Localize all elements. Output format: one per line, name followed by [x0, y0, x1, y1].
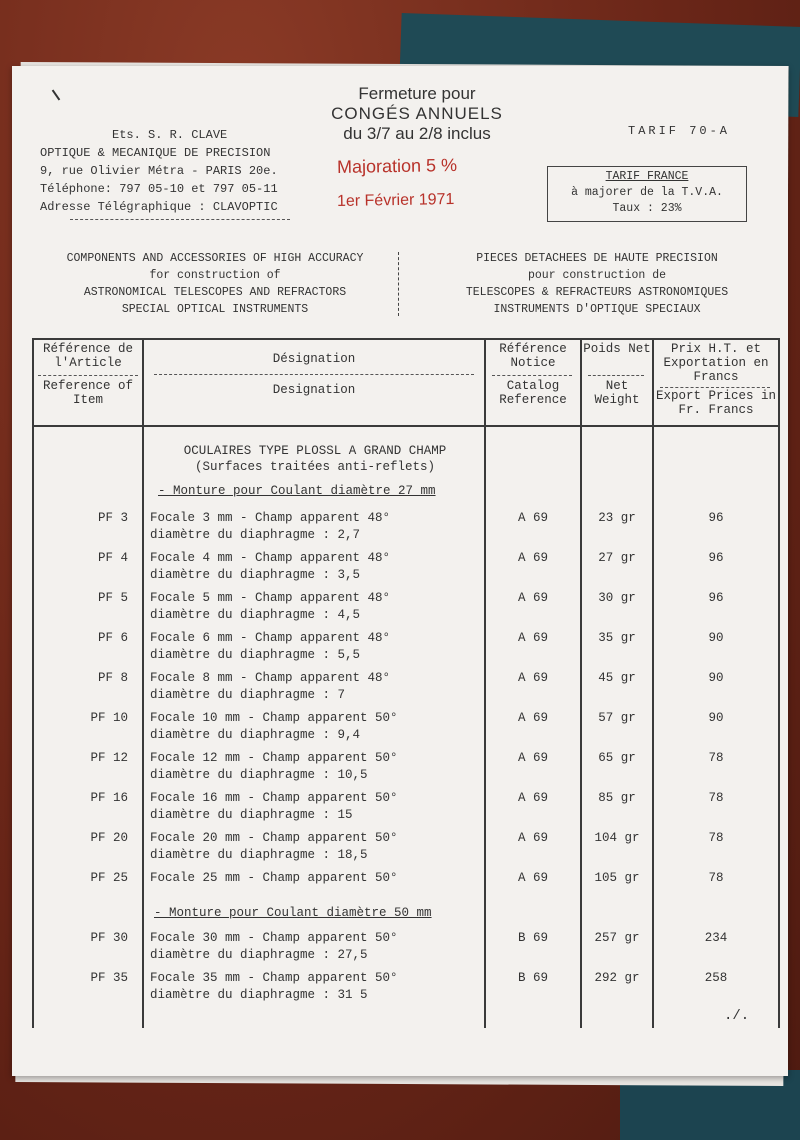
row-weight: 23 gr: [598, 511, 636, 525]
row-weight: 104 gr: [594, 831, 640, 845]
col-header-reference-fr: Référence de l'Article: [42, 342, 133, 370]
row-designation-line1: Focale 30 mm - Champ apparent 50°: [150, 931, 398, 945]
section-title: OCULAIRES TYPE PLOSSL A GRAND CHAMP: [183, 444, 447, 458]
row-designation-line1: Focale 4 mm - Champ apparent 48°: [150, 551, 391, 565]
row-weight: 30 gr: [598, 591, 636, 605]
heading-en-4: SPECIAL OPTICAL INSTRUMENTS: [121, 303, 309, 316]
heading-divider: [398, 252, 399, 316]
tarif-box-line2: Taux : 23%: [612, 202, 682, 215]
row-weight: 292 gr: [594, 971, 640, 985]
row-price: 78: [708, 791, 724, 805]
company-block: [40, 126, 278, 216]
row-weight: 57 gr: [598, 711, 636, 725]
continued-mark: ./.: [724, 1008, 750, 1024]
section-subtitle: (Surfaces traitées anti-reflets): [194, 460, 436, 474]
row-designation-line2: diamètre du diaphragme : 5,5: [150, 648, 361, 662]
row-designation-line1: Focale 20 mm - Champ apparent 50°: [150, 831, 398, 845]
closure-stamp: [317, 84, 517, 144]
handwritten-date: 1er Février 1971: [336, 190, 455, 211]
col-header-notice-fr: Référence Notice: [499, 342, 567, 370]
section-mount-50: - Monture pour Coulant diamètre 50 mm: [154, 906, 432, 920]
col-header-weight-en: Net Weight: [594, 379, 640, 407]
row-weight: 65 gr: [598, 751, 636, 765]
row-reference: PF 20: [90, 831, 128, 845]
row-weight: 85 gr: [598, 791, 636, 805]
row-designation-line1: Focale 25 mm - Champ apparent 50°: [150, 871, 398, 885]
row-designation-line2: diamètre du diaphragme : 9,4: [150, 728, 361, 742]
col-header-designation-fr: Désignation: [272, 352, 356, 366]
row-weight: 35 gr: [598, 631, 636, 645]
row-reference: PF 12: [90, 751, 128, 765]
heading-fr-2: pour construction de: [527, 269, 667, 282]
row-notice: A 69: [517, 631, 548, 645]
table-header-rule: [32, 425, 780, 427]
row-price: 78: [708, 751, 724, 765]
row-designation-line2: diamètre du diaphragme : 18,5: [150, 848, 368, 862]
heading-fr-4: INSTRUMENTS D'OPTIQUE SPECIAUX: [493, 303, 701, 316]
heading-en-3: ASTRONOMICAL TELESCOPES AND REFRACTORS: [83, 286, 347, 299]
row-weight: 105 gr: [594, 871, 640, 885]
row-weight: 27 gr: [598, 551, 636, 565]
col-header-reference-dash: [38, 375, 138, 376]
col-header-price: [654, 342, 778, 417]
row-designation-line2: diamètre du diaphragme : 3,5: [150, 568, 361, 582]
col-header-notice: [486, 342, 580, 407]
col-header-price-dash: [660, 387, 770, 388]
handwritten-majoration: Majoration 5 %: [336, 154, 458, 178]
col-header-price-en: Export Prices in Fr. Francs: [655, 389, 777, 417]
row-price: 78: [708, 871, 724, 885]
row-designation-line1: Focale 35 mm - Champ apparent 50°: [150, 971, 398, 985]
heading-english: [30, 250, 400, 318]
row-price: 96: [708, 591, 724, 605]
row-reference: PF 10: [90, 711, 128, 725]
company-telegraph: Adresse Télégraphique : CLAVOPTIC: [40, 200, 278, 214]
heading-fr-3: TELESCOPES & REFRACTEURS ASTRONOMIQUES: [465, 286, 729, 299]
company-phone: Téléphone: 797 05-10 et 797 05-11: [40, 182, 278, 196]
row-price: 96: [708, 551, 724, 565]
row-reference: PF 4: [97, 551, 128, 565]
row-price: 90: [708, 671, 724, 685]
row-reference: PF 25: [90, 871, 128, 885]
col-header-price-fr: Prix H.T. et Exportation en Francs: [663, 342, 769, 384]
heading-en-1: COMPONENTS AND ACCESSORIES OF HIGH ACCURACY: [66, 252, 364, 265]
row-notice: A 69: [517, 671, 548, 685]
row-designation-line1: Focale 6 mm - Champ apparent 48°: [150, 631, 391, 645]
col-header-reference: [34, 342, 142, 407]
row-price: 78: [708, 831, 724, 845]
stamp-line-1: Fermeture pour: [358, 84, 476, 103]
row-reference: PF 3: [97, 511, 128, 525]
row-designation-line2: diamètre du diaphragme : 15: [150, 808, 353, 822]
row-designation-line2: diamètre du diaphragme : 31 5: [150, 988, 368, 1002]
row-designation-line1: Focale 12 mm - Champ apparent 50°: [150, 751, 398, 765]
tarif-box: [547, 166, 747, 222]
row-reference: PF 5: [97, 591, 128, 605]
tarif-box-title: TARIF FRANCE: [605, 170, 689, 183]
row-designation-line2: diamètre du diaphragme : 2,7: [150, 528, 361, 542]
tarif-code: TARIF 70-A: [628, 124, 731, 138]
row-designation-line2: diamètre du diaphragme : 27,5: [150, 948, 368, 962]
col-header-weight-dash: [588, 375, 644, 376]
stamp-line-2: CONGÉS ANNUELS: [331, 104, 503, 123]
col-header-designation-en: Designation: [272, 383, 356, 397]
row-notice: A 69: [517, 871, 548, 885]
row-designation-line1: Focale 16 mm - Champ apparent 50°: [150, 791, 398, 805]
row-reference: PF 6: [97, 631, 128, 645]
row-notice: A 69: [517, 591, 548, 605]
pencil-mark: [52, 90, 61, 101]
company-name: Ets. S. R. CLAVE: [112, 128, 228, 142]
price-list-sheet: [12, 66, 788, 1076]
row-reference: PF 16: [90, 791, 128, 805]
row-designation-line1: Focale 10 mm - Champ apparent 50°: [150, 711, 398, 725]
row-notice: B 69: [517, 971, 548, 985]
row-price: 90: [708, 631, 724, 645]
row-designation-line1: Focale 8 mm - Champ apparent 48°: [150, 671, 391, 685]
stamp-line-3: du 3/7 au 2/8 inclus: [343, 124, 491, 143]
company-address: 9, rue Olivier Métra - PARIS 20e.: [40, 164, 278, 178]
table-col-sep-1: [142, 338, 144, 1028]
heading-en-2: for construction of: [149, 269, 281, 282]
tarif-box-line1: à majorer de la T.V.A.: [571, 186, 723, 199]
table-right-border: [778, 338, 780, 1028]
row-reference: PF 35: [90, 971, 128, 985]
row-notice: A 69: [517, 711, 548, 725]
row-notice: A 69: [517, 751, 548, 765]
col-header-reference-en: Reference of Item: [42, 379, 133, 407]
row-notice: A 69: [517, 831, 548, 845]
row-designation-line2: diamètre du diaphragme : 7: [150, 688, 346, 702]
row-notice: A 69: [517, 551, 548, 565]
row-designation-line1: Focale 3 mm - Champ apparent 48°: [150, 511, 391, 525]
row-reference: PF 30: [90, 931, 128, 945]
company-underline: [70, 219, 290, 220]
row-price: 234: [704, 931, 728, 945]
row-weight: 257 gr: [594, 931, 640, 945]
row-designation-line2: diamètre du diaphragme : 4,5: [150, 608, 361, 622]
col-header-notice-en: Catalog Reference: [499, 379, 567, 407]
company-trade: OPTIQUE & MECANIQUE DE PRECISION: [40, 146, 271, 160]
row-price: 90: [708, 711, 724, 725]
row-designation-line1: Focale 5 mm - Champ apparent 48°: [150, 591, 391, 605]
row-designation-line2: diamètre du diaphragme : 10,5: [150, 768, 368, 782]
col-header-notice-dash: [492, 375, 572, 376]
row-notice: A 69: [517, 791, 548, 805]
col-header-designation-dash: [154, 374, 474, 375]
row-notice: A 69: [517, 511, 548, 525]
heading-fr-1: PIECES DETACHEES DE HAUTE PRECISION: [476, 252, 718, 265]
row-notice: B 69: [517, 931, 548, 945]
section-mount-27: - Monture pour Coulant diamètre 27 mm: [158, 484, 436, 498]
col-header-designation: [144, 342, 484, 397]
row-price: 258: [704, 971, 728, 985]
col-header-weight-fr: Poids Net: [583, 342, 651, 356]
heading-french: [412, 250, 782, 318]
row-weight: 45 gr: [598, 671, 636, 685]
row-reference: PF 8: [97, 671, 128, 685]
table-top-rule: [32, 338, 780, 340]
col-header-weight: [582, 342, 652, 407]
row-price: 96: [708, 511, 724, 525]
table-left-border: [32, 338, 34, 1028]
